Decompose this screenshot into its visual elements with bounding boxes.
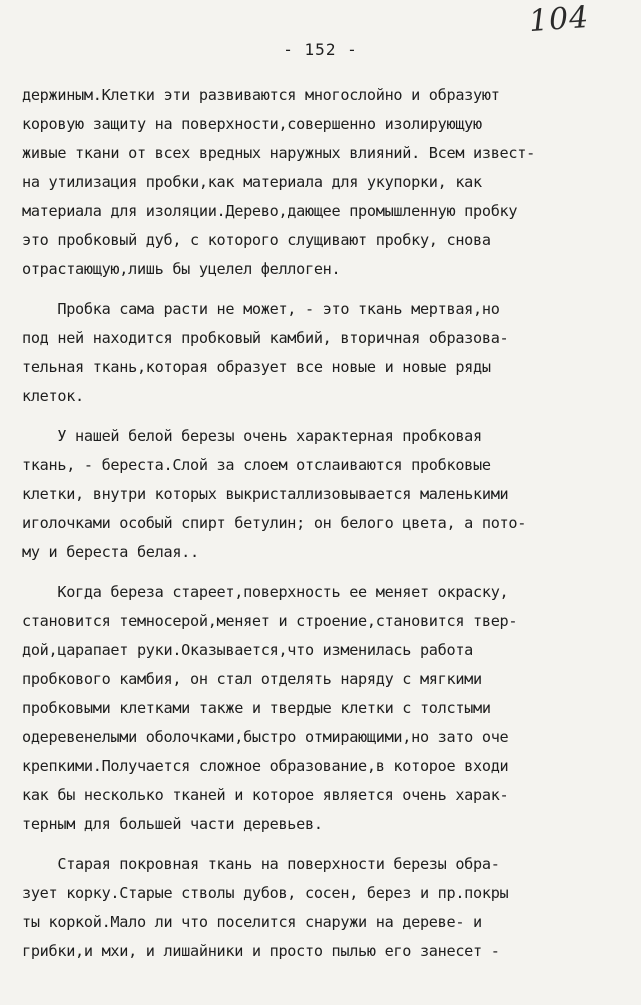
text-line: живые ткани от всех вредных наружных влияний. Всем извест-: [22, 144, 535, 162]
text-line: иголочками особый спирт бетулин; он белого цвета, а пото-: [22, 514, 527, 532]
text-line: одеревенелыми оболочками,быстро отмирающими,но зато оче: [22, 728, 509, 746]
text-line: Когда береза стареет,поверхность ее меняет окраску,: [22, 583, 509, 601]
text-line: отрастающую,лишь бы уцелел феллоген.: [22, 260, 341, 278]
text-line: тельная ткань,которая образует все новые и новые ряды: [22, 358, 491, 376]
text-line: коровую защиту на поверхности,совершенно изолирующую: [22, 115, 482, 133]
text-line: Пробка сама расти не может, - это ткань мертвая,но: [22, 300, 500, 318]
text-line: на утилизация пробки,как материала для укупорки, как: [22, 173, 482, 191]
text-line: клетки, внутри которых выкристаллизовывается маленькими: [22, 485, 509, 503]
text-line: как бы несколько тканей и которое является очень харак-: [22, 786, 509, 804]
text-line: крепкими.Получается сложное образование,в которое входи: [22, 757, 509, 775]
text-line: грибки,и мхи, и лишайники и просто пылью его занесет -: [22, 942, 500, 960]
archive-folio-number: 104: [527, 0, 591, 40]
text-line: пробковыми клетками также и твердые клетки с толстыми: [22, 699, 491, 717]
text-line: Старая покровная ткань на поверхности березы обра-: [22, 855, 500, 873]
text-line: зует корку.Старые стволы дубов, сосен, берез и пр.покры: [22, 884, 509, 902]
text-line: ткань, - береста.Слой за слоем отслаиваются пробковые: [22, 456, 491, 474]
text-line: У нашей белой березы очень характерная пробковая: [22, 427, 482, 445]
text-line: дой,царапает руки.Оказывается,что изменилась работа: [22, 641, 474, 659]
text-line: становится темносерой,меняет и строение,становится твер-: [22, 612, 518, 630]
text-line: это пробковый дуб, с которого слущивают пробку, снова: [22, 231, 491, 249]
text-line: держиным.Клетки эти развиваются многослойно и образуют: [22, 86, 500, 104]
text-line: материала для изоляции.Дерево,дающее промышленную пробку: [22, 202, 518, 220]
text-line: му и береста белая..: [22, 543, 199, 561]
text-line: ты коркой.Мало ли что поселится снаружи на дереве- и: [22, 913, 482, 931]
page-number: - 152 -: [283, 40, 358, 59]
text-line: под ней находится пробковый камбий, вторичная образова-: [22, 329, 509, 347]
text-line: клеток.: [22, 387, 84, 405]
text-line: пробкового камбия, он стал отделять наряду с мягкими: [22, 670, 482, 688]
text-line: терным для большей части деревьев.: [22, 815, 323, 833]
